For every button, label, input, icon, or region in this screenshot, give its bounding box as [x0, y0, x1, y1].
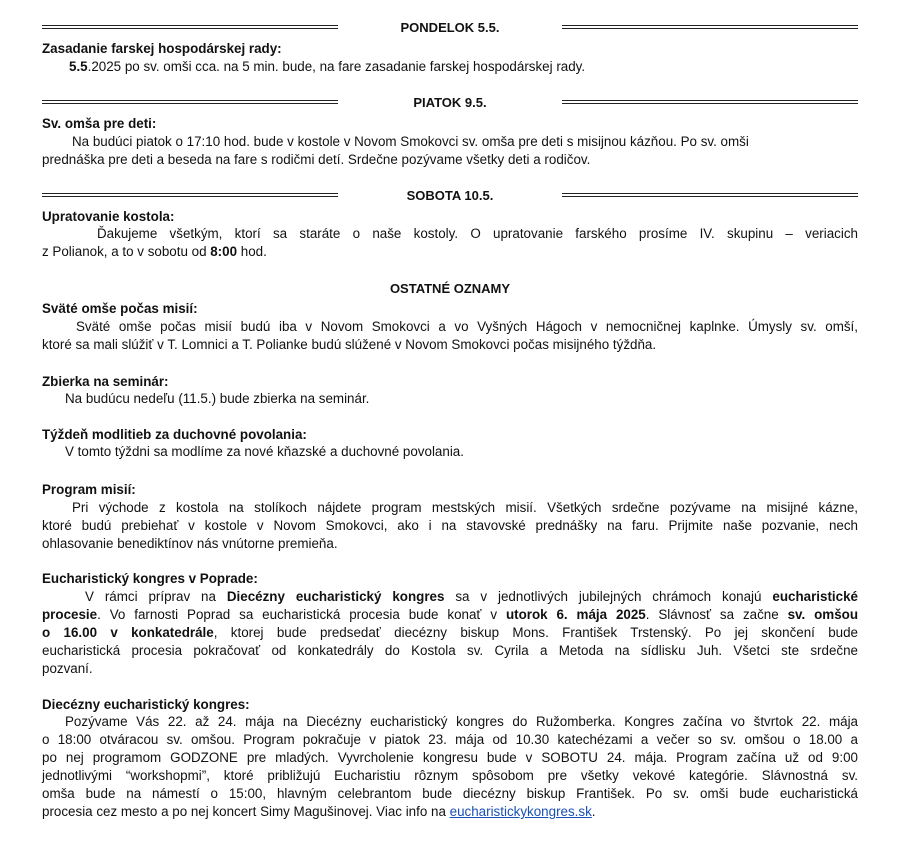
text-poprad-line1	[85, 588, 858, 606]
heading-seminary-collection: Zbierka na seminár:	[42, 374, 169, 389]
text-fragment: V rámci príprav na	[85, 589, 227, 604]
text-church-cleaning-line1: Ďakujeme všetkým, ktorí sa staráte o naše kostoly. O upratovanie farského prosíme IV. skupinu – veriacich	[97, 226, 858, 241]
bold-fragment: sv. omšou	[787, 607, 859, 622]
text-fragment: sa v jednotlivých jubilejných chrámoch konajú	[444, 589, 773, 604]
divider-rule-right	[562, 25, 858, 29]
text-diocesan-line6	[42, 803, 858, 821]
text-fragment: hod.	[237, 244, 267, 259]
text-children-mass-line2: prednáška pre deti a beseda na fare s rodičmi detí. Srdečne pozývame všetky deti a rodičov.	[42, 152, 591, 167]
divider-rule-left	[42, 25, 338, 29]
text-masses-line2: ktoré sa mali slúžiť v T. Lomnici a T. Polianke budú slúžené v Novom Smokovci počas misijného týždňa.	[42, 337, 657, 352]
text-mission-program-line3: ohlasovanie benediktínov nás vnútorne premieňa.	[42, 536, 338, 551]
divider-title: PONDELOK 5.5.	[400, 20, 500, 35]
text-poprad-line2	[42, 606, 858, 624]
other-announcements-heading: OSTATNÉ OZNAMY	[389, 281, 511, 296]
text-seminary-collection: Na budúcu nedeľu (11.5.) bude zbierka na seminár.	[65, 391, 370, 406]
section-divider-saturday	[42, 189, 858, 203]
text-church-cleaning-line2	[42, 243, 858, 261]
text-fragment: .2025 po sv. omši cca. na 5 min. bude, na fare zasadanie farskej hospodárskej rady.	[87, 59, 586, 74]
date-bold: 5.5	[69, 59, 88, 74]
text-diocesan-line4: jednotlivými “workshopmi”, ktoré približujú Eucharistiu rôznym spôsobom pre všetky vekové kategórie. Slávnostná sv.	[42, 768, 858, 783]
text-fragment: , ktorej bude predsedať diecézny biskup Mons. František Trstenský. Po jej skončení bude	[213, 625, 858, 640]
heading-masses-during-missions: Sväté omše počas misií:	[42, 301, 198, 316]
text-fragment: . Slávnosť sa začne	[645, 607, 788, 622]
congress-website-link[interactable]: eucharistickykongres.sk	[449, 804, 592, 819]
divider-title: PIATOK 9.5.	[413, 95, 487, 110]
text-fragment: procesia cez mesto a po nej koncert Simy Magušinovej. Viac info na	[42, 804, 450, 819]
heading-prayer-week: Týždeň modlitieb za duchovné povolania:	[42, 427, 307, 442]
divider-rule-right	[562, 100, 858, 104]
heading-eucharistic-congress-poprad: Eucharistický kongres v Poprade:	[42, 571, 258, 586]
section-divider-monday	[42, 21, 858, 35]
time-bold: 8:00	[210, 244, 238, 259]
bold-fragment: Diecézny eucharistický kongres	[226, 589, 445, 604]
heading-parish-council: Zasadanie farskej hospodárskej rady:	[42, 41, 282, 56]
divider-rule-left	[42, 193, 338, 197]
bold-fragment: eucharistické	[772, 589, 858, 604]
heading-church-cleaning: Upratovanie kostola:	[42, 209, 175, 224]
bold-fragment: o 16.00 v konkatedrále	[42, 625, 214, 640]
text-fragment: z Polianok, a to v sobotu od	[42, 244, 211, 259]
text-fragment: . Vo farnosti Poprad sa eucharistická procesia bude konať v	[97, 607, 506, 622]
text-prayer-week: V tomto týždni sa modlíme za nové kňazské a duchovné povolania.	[65, 444, 464, 459]
text-diocesan-line5: omša bude na námestí o 15:00, hlavným celebrantom bude diecézny biskup František. Po sv. omši bude eucharistická	[42, 786, 858, 801]
text-masses-line1: Sväté omše počas misií budú iba v Novom Smokovci a vo Vyšných Hágoch v nemocničnej kaplnke. Úmysly sv. omší,	[76, 319, 858, 334]
bold-fragment: utorok 6. mája 2025	[505, 607, 646, 622]
divider-rule-left	[42, 100, 338, 104]
text-fragment: .	[591, 804, 596, 819]
bold-fragment: procesie	[42, 607, 98, 622]
section-divider-friday	[42, 96, 858, 110]
heading-children-mass: Sv. omša pre deti:	[42, 116, 157, 131]
divider-rule-right	[562, 193, 858, 197]
heading-mission-program: Program misií:	[42, 482, 136, 497]
text-children-mass-line1: Na budúci piatok o 17:10 hod. bude v kostole v Novom Smokovci sv. omša pre deti s misijnou kázňou. Po sv. omši	[72, 134, 749, 149]
text-diocesan-line3: po nej programom GODZONE pre mladých. Vyvrcholenie kongresu bude v SOBOTU 24. mája. Program začína už od 9:00	[42, 750, 858, 765]
divider-title: SOBOTA 10.5.	[406, 188, 494, 203]
text-parish-council	[69, 58, 858, 76]
text-mission-program-line1: Pri východe z kostola na stolíkoch nájdete program mestských misií. Všetkých srdečne pozývame na misijné kázne,	[72, 500, 858, 515]
text-diocesan-line2: o 18:00 otváracou sv. omšou. Program pokračuje v piatok 23. mája od 10.30 katechézami a večer so sv. omšou o 18.00 a	[42, 732, 858, 747]
text-poprad-line5: pozvaní.	[42, 661, 93, 676]
heading-diocesan-congress: Diecézny eucharistický kongres:	[42, 697, 250, 712]
text-mission-program-line2: ktoré budú prebiehať v kostole v Novom Smokovci, ako i na stavovské prednášky na faru. Prijmite naše pozvanie, nech	[42, 518, 858, 533]
text-poprad-line4: eucharistická procesia pokračovať od konkatedrály do Kostola sv. Cyrila a Metoda na sídlisku Juh. Všetci ste srdečne	[42, 643, 858, 658]
text-diocesan-line1: Pozývame Vás 22. až 24. mája na Diecézny eucharistický kongres do Ružomberka. Kongres začína vo štvrtok 22. mája	[65, 714, 858, 729]
text-poprad-line3	[42, 624, 858, 642]
